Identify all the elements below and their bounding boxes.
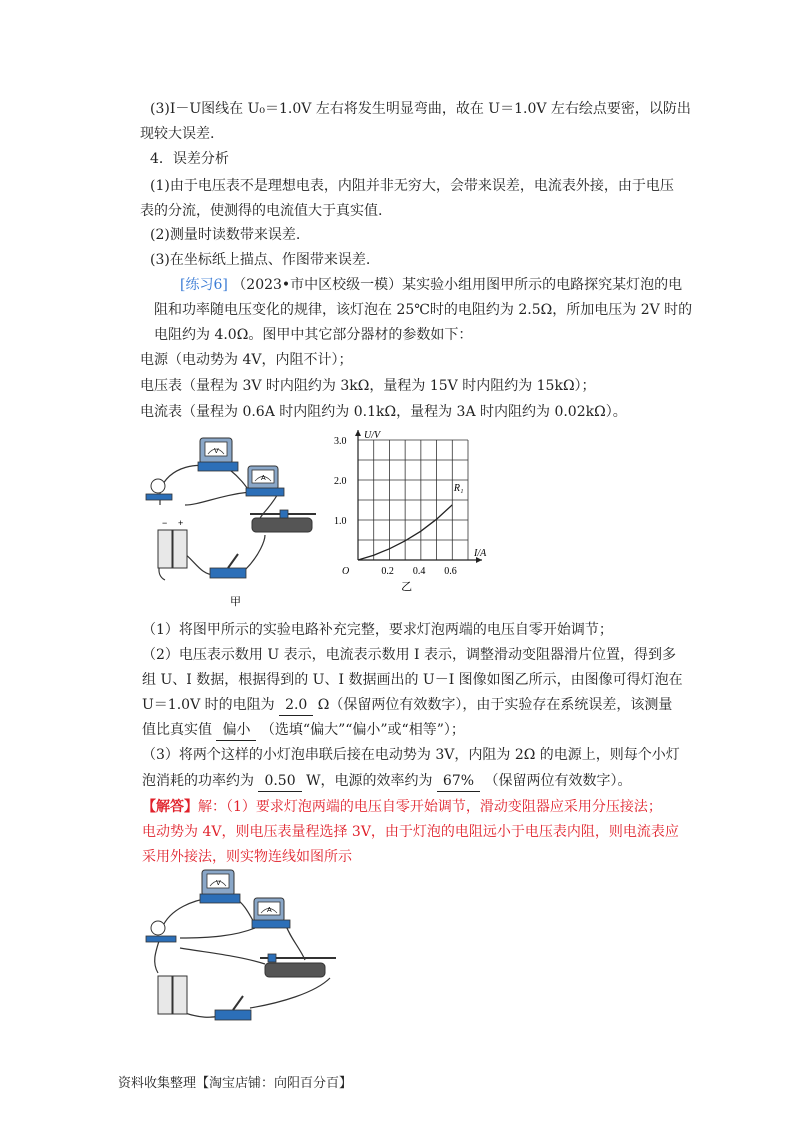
answer-line-1 bbox=[142, 797, 662, 817]
rheostat-icon bbox=[250, 510, 316, 532]
bulb-icon-answer bbox=[146, 921, 176, 942]
q2-post: Ω（保留两位有效数字），由于实验存在系统误差，该测量 bbox=[317, 697, 673, 713]
q3-post: （保留两位有效数字）。 bbox=[484, 773, 632, 789]
q3-mid: W，电源的效率约为 bbox=[306, 773, 433, 789]
question-1: （1）将图甲所示的实验电路补充完整，要求灯泡两端的电压自零开始调节； bbox=[142, 622, 613, 638]
footer-source: 资料收集整理【淘宝店铺：向阳百分百】 bbox=[118, 1076, 353, 1091]
circuit-figure-jia bbox=[140, 430, 330, 610]
chart-caption: 乙 bbox=[401, 580, 413, 593]
practice-line-2: 阻和功率随电压变化的规律，该灯泡在 25℃时的电阻约为 2.5Ω，所加电压为 2V 时的 bbox=[154, 302, 693, 318]
ammeter-label: A bbox=[261, 475, 266, 482]
battery-icon bbox=[158, 530, 187, 568]
battery-icon-answer bbox=[158, 976, 187, 1014]
y-tick-label: 3.0 bbox=[334, 436, 347, 447]
question-2-line-2: 组 U、I 数据，根据得到的 U、I 数据画出的 U－I 图像如图乙所示，由图像可得灯泡在 bbox=[142, 672, 683, 688]
q2d-post: （选填“偏大”“偏小”或“相等”）； bbox=[260, 722, 465, 738]
ammeter-label-answer: A bbox=[267, 907, 272, 914]
answer-text: 解：（1）要求灯泡两端的电压自零开始调节，滑动变阻器应采用分压接法； bbox=[198, 799, 662, 815]
switch-icon bbox=[210, 554, 246, 578]
x-axis-label: I/A bbox=[474, 548, 487, 559]
answer-resistance: 2.0 bbox=[279, 695, 313, 716]
answer-line-2: 电动势为 4V，则电压表量程选择 3V，由于灯泡的电阻远小于电压表内阻，则电流表应 bbox=[142, 824, 679, 840]
practice-text: （2023•市中区校级一模）某实验小组用图甲所示的电路探究某灯泡的电 bbox=[232, 277, 683, 293]
answer-power: 0.50 bbox=[258, 771, 301, 792]
practice-line-3: 电阻约为 4.0Ω。图甲中其它部分器材的参数如下： bbox=[154, 327, 473, 343]
x-tick-label: 0.6 bbox=[444, 566, 457, 577]
param-ammeter: 电流表（量程为 0.6A 时内阻约为 0.1kΩ，量程为 3A 时内阻约为 0.02kΩ）。 bbox=[140, 404, 627, 420]
practice-line bbox=[180, 275, 682, 295]
section-heading-error: 4．误差分析 bbox=[150, 151, 229, 167]
circuit-figure-answer bbox=[140, 868, 350, 1033]
series-label-r1: R₁ bbox=[453, 483, 464, 495]
error-point-1-cont: 表的分流，使测得的电流值大于真实值. bbox=[140, 203, 383, 219]
q3-pre: 泡消耗的功率约为 bbox=[142, 773, 254, 789]
error-point-3: (3)在坐标纸上描点、作图带来误差. bbox=[150, 252, 371, 268]
answer-efficiency: 67% bbox=[437, 771, 480, 792]
question-3-line-2 bbox=[142, 771, 632, 792]
voltmeter-icon-answer bbox=[200, 870, 240, 903]
q2-pre: U＝1.0V 时的电阻为 bbox=[142, 697, 275, 713]
question-2-line-1: （2）电压表示数用 U 表示，电流表示数用 I 表示，调整滑动变阻器滑片位置，得到多 bbox=[142, 647, 677, 663]
method-point-3: (3)I－U图线在 U₀＝1.0V 左右将发生明显弯曲，故在 U＝1.0V 左右绘点要密，以防出 bbox=[150, 101, 691, 117]
q2d-pre: 值比真实值 bbox=[142, 722, 212, 738]
answer-tag: 【解答】 bbox=[142, 799, 198, 815]
battery-minus: − bbox=[162, 518, 168, 528]
question-3-line-1: （3）将两个这样的小灯泡串联后接在电动势为 3V，内阻为 2Ω 的电源上，则每个小灯 bbox=[142, 747, 680, 763]
param-power-supply: 电源（电动势为 4V，内阻不计）； bbox=[140, 352, 353, 368]
y-tick-label: 1.0 bbox=[334, 516, 347, 527]
error-point-2: (2)测量时读数带来误差. bbox=[150, 227, 301, 243]
bulb-icon bbox=[146, 479, 172, 500]
voltmeter-icon bbox=[198, 438, 238, 471]
error-point-1: (1)由于电压表不是理想电表，内阻并非无穷大，会带来误差，电流表外接，由于电压 bbox=[150, 178, 674, 194]
answer-line-3: 采用外接法，则实物连线如图所示 bbox=[142, 849, 352, 865]
y-axis-arrow bbox=[355, 430, 361, 436]
x-tick-label: 0.4 bbox=[412, 566, 426, 577]
question-2-line-4 bbox=[142, 720, 465, 741]
param-voltmeter: 电压表（量程为 3V 时内阻约为 3kΩ，量程为 15V 时内阻约为 15kΩ）； bbox=[140, 378, 596, 394]
method-point-3-cont: 现较大误差. bbox=[140, 126, 215, 142]
switch-icon-answer bbox=[215, 996, 251, 1020]
x-tick-label: 0.2 bbox=[381, 566, 394, 577]
y-tick-label: 2.0 bbox=[334, 476, 347, 487]
voltmeter-label-answer: V bbox=[216, 880, 221, 887]
figure-jia-caption: 甲 bbox=[230, 595, 241, 608]
ammeter-icon-answer bbox=[252, 898, 290, 928]
question-2-line-3 bbox=[142, 695, 672, 716]
rheostat-icon-answer bbox=[260, 954, 336, 977]
ui-chart-yi bbox=[320, 428, 510, 598]
answer-comparison: 偏小 bbox=[216, 720, 256, 741]
y-axis-label: U/V bbox=[364, 430, 381, 441]
voltmeter-label: V bbox=[214, 448, 219, 455]
chart-origin-label: O bbox=[342, 566, 350, 577]
practice-tag: [练习6] bbox=[180, 277, 228, 293]
battery-plus: + bbox=[178, 518, 184, 528]
ammeter-icon bbox=[246, 466, 284, 496]
